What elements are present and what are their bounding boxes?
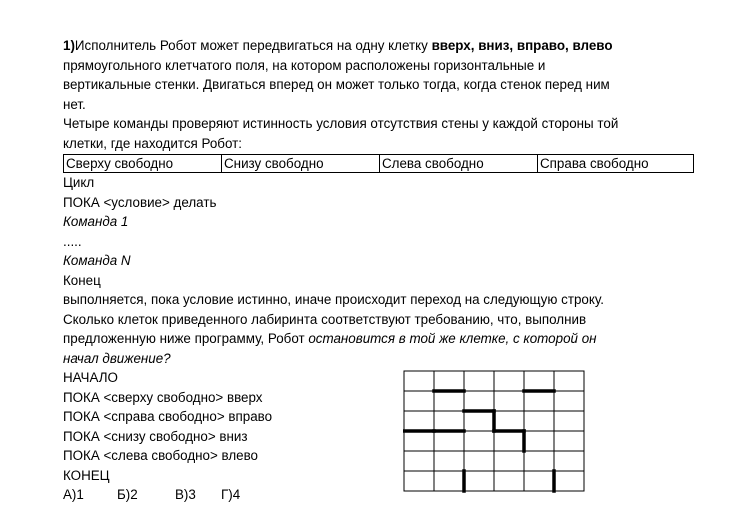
description-text: предложенную ниже программу, Робот xyxy=(63,331,309,346)
intro-line-4: нет. xyxy=(63,96,86,112)
description-line-2: Сколько клеток приведенного лабиринта соответствуют требованию, что, выполнив xyxy=(63,311,587,327)
intro-line-6: клетки, где находится Робот: xyxy=(63,135,242,151)
answer-d[interactable]: Г)4 xyxy=(221,487,241,502)
labyrinth-grid xyxy=(403,370,585,498)
program-step-left: ПОКА <слева свободно> влево xyxy=(63,448,259,463)
intro-directions: вверх, вниз, вправо, влево xyxy=(431,38,613,53)
program-step-down: ПОКА <снизу свободно> вниз xyxy=(63,428,248,444)
intro-line-2: прямоугольного клетчатого поля, на котором расположены горизонтальные и xyxy=(63,57,546,73)
answer-options xyxy=(63,485,703,505)
condition-left: Слева свободно xyxy=(380,155,538,173)
intro-line-5: Четыре команды проверяют истинность условия отсутствия стены у каждой стороны той xyxy=(63,116,619,131)
description-line-4: начал движение? xyxy=(63,350,171,366)
program-end: КОНЕЦ xyxy=(63,467,110,483)
description-question: остановится в той же клетке, с которой он xyxy=(308,331,597,346)
condition-bottom: Снизу свободно xyxy=(222,155,380,173)
answer-b[interactable]: Б)2 xyxy=(117,487,138,502)
intro-line-1 xyxy=(63,36,703,56)
program-step-right: ПОКА <справа свободно> вправо xyxy=(63,409,273,424)
task-document xyxy=(63,36,703,505)
program-step-up: ПОКА <сверху свободно> вверх xyxy=(63,389,263,405)
description-line-3 xyxy=(63,329,703,349)
loop-end: Конец xyxy=(63,272,101,288)
loop-title: Цикл xyxy=(63,175,95,190)
intro-text: Исполнитель Робот может передвигаться на одну клетку xyxy=(74,38,432,53)
loop-dots: ..... xyxy=(63,233,82,249)
answer-c[interactable]: В)3 xyxy=(175,487,196,502)
answer-a[interactable]: А)1 xyxy=(63,487,84,502)
description-line-1: выполняется, пока условие истинно, иначе происходит переход на следующую строку. xyxy=(63,292,604,307)
conditions-table xyxy=(63,154,694,173)
condition-right: Справа свободно xyxy=(538,155,694,173)
task-number: 1) xyxy=(63,38,75,53)
condition-top: Сверху свободно xyxy=(64,155,222,173)
loop-command-n: Команда N xyxy=(63,253,131,268)
loop-command-1: Команда 1 xyxy=(63,214,129,229)
program-begin: НАЧАЛО xyxy=(63,370,118,385)
loop-while: ПОКА <условие> делать xyxy=(63,194,217,210)
intro-line-3: вертикальные стенки. Двигаться вперед он может только тогда, когда стенок перед ним xyxy=(63,77,610,92)
